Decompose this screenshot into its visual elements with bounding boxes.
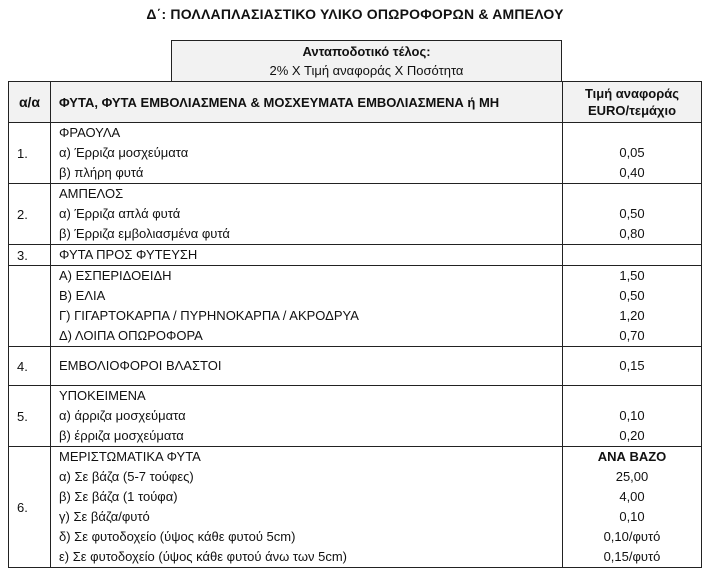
table-row: [9, 123, 702, 184]
item-price: ΑΝΑ ΒΑΖΟ: [597, 449, 667, 464]
row-index: 5.: [9, 386, 51, 447]
row-description: [51, 184, 563, 245]
row-price: [563, 386, 702, 447]
item-label: ΦΡΑΟΥΛΑ: [59, 125, 121, 140]
fee-label: Ανταποδοτικό τέλος:: [302, 44, 431, 59]
item-price: 1,50: [619, 268, 645, 283]
item-price: 0,10: [619, 408, 645, 423]
fee-formula: 2% Χ Τιμή αναφοράς Χ Ποσότητα: [269, 63, 464, 78]
header-price-line2: EURO/τεμάχιο: [587, 103, 677, 118]
header-price: [563, 82, 702, 123]
header-price-line1: Τιμή αναφοράς: [584, 86, 680, 101]
row-description: [51, 447, 563, 568]
item-label: Δ) ΛΟΙΠΑ ΟΠΩΡΟΦΟΡΑ: [59, 328, 203, 343]
item-price: 0,70: [619, 328, 645, 343]
header-index: α/α: [9, 82, 51, 123]
table-row: [9, 184, 702, 245]
item-price: 1,20: [619, 308, 645, 323]
item-label: ΥΠΟΚΕΙΜΕΝΑ: [59, 388, 146, 403]
item-label: δ) Σε φυτοδοχείο (ύψος κάθε φυτού 5cm): [59, 529, 296, 544]
item-label: Γ) ΓΙΓΑΡΤΟΚΑΡΠΑ / ΠΥΡΗΝΟΚΑΡΠΑ / ΑΚΡΟΔΡΥΑ: [59, 308, 359, 323]
row-index: 2.: [9, 184, 51, 245]
item-price: 0,50: [619, 288, 645, 303]
item-price: 0,50: [619, 206, 645, 221]
row-description: [51, 123, 563, 184]
row-index: 6.: [9, 447, 51, 568]
row-price: [563, 347, 702, 386]
item-label: ΕΜΒΟΛΙΟΦΟΡΟΙ ΒΛΑΣΤΟΙ: [59, 358, 222, 373]
item-label: α) άρριζα μοσχεύματα: [59, 408, 186, 423]
row-price: [563, 266, 702, 347]
row-description: [51, 347, 563, 386]
item-label: ε) Σε φυτοδοχείο (ύψος κάθε φυτού άνω των 5cm): [59, 549, 347, 564]
item-label: α) Σε βάζα (5-7 τούφες): [59, 469, 194, 484]
row-index: 3.: [9, 245, 51, 266]
fee-box: [171, 40, 562, 81]
item-label: ΜΕΡΙΣΤΩΜΑΤΙΚΑ ΦΥΤΑ: [59, 449, 201, 464]
price-table: [8, 81, 702, 568]
page-title: Δ΄: ΠΟΛΛΑΠΛΑΣΙΑΣΤΙΚΟ ΥΛΙΚΟ ΟΠΩΡΟΦΟΡΩΝ & ΑΜΠΕΛΟΥ: [146, 6, 564, 22]
table-row: [9, 386, 702, 447]
table-row: [9, 347, 702, 386]
table-row: [9, 447, 702, 568]
row-index: [9, 266, 51, 347]
row-index: 1.: [9, 123, 51, 184]
row-price: [563, 447, 702, 568]
item-price: 0,05: [619, 145, 645, 160]
item-label: Α) ΕΣΠΕΡΙΔΟΕΙΔΗ: [59, 268, 172, 283]
item-label: β) πλήρη φυτά: [59, 165, 144, 180]
table-header-row: [9, 82, 702, 123]
item-price: 0,15/φυτό: [603, 549, 661, 564]
item-price: [563, 245, 701, 265]
header-description: ΦΥΤΑ, ΦΥΤΑ ΕΜΒΟΛΙΑΣΜΕΝΑ & ΜΟΣΧΕΥΜΑΤΑ ΕΜΒΟΛΙΑΣΜΕΝΑ ή ΜΗ: [51, 82, 563, 123]
item-price: [563, 386, 701, 406]
item-price: 0,20: [619, 428, 645, 443]
item-label: β) έρριζα μοσχεύματα: [59, 428, 184, 443]
row-price: [563, 184, 702, 245]
item-price: [563, 184, 701, 204]
row-index: 4.: [9, 347, 51, 386]
row-price: [563, 245, 702, 266]
item-price: [563, 123, 701, 143]
table-row: [9, 245, 702, 266]
item-label: ΑΜΠΕΛΟΣ: [59, 186, 124, 201]
item-price: 4,00: [619, 489, 645, 504]
item-price: 0,10/φυτό: [603, 529, 661, 544]
item-label: ΦΥΤΑ ΠΡΟΣ ΦΥΤΕΥΣΗ: [59, 247, 198, 262]
row-description: [51, 386, 563, 447]
row-description: [51, 266, 563, 347]
item-label: Β) ΕΛΙΑ: [59, 288, 106, 303]
table-row: [9, 266, 702, 347]
item-label: α) Έρριζα μοσχεύματα: [59, 145, 189, 160]
item-price: 0,80: [619, 226, 645, 241]
item-label: α) Έρριζα απλά φυτά: [59, 206, 181, 221]
item-price: 0,15: [619, 358, 645, 373]
row-description: [51, 245, 563, 266]
item-label: γ) Σε βάζα/φυτό: [59, 509, 150, 524]
item-price: 0,40: [619, 165, 645, 180]
row-price: [563, 123, 702, 184]
item-label: β) Σε βάζα (1 τούφα): [59, 489, 178, 504]
item-price: 0,10: [619, 509, 645, 524]
item-price: 25,00: [615, 469, 649, 484]
item-label: β) Έρριζα εμβολιασμένα φυτά: [59, 226, 230, 241]
